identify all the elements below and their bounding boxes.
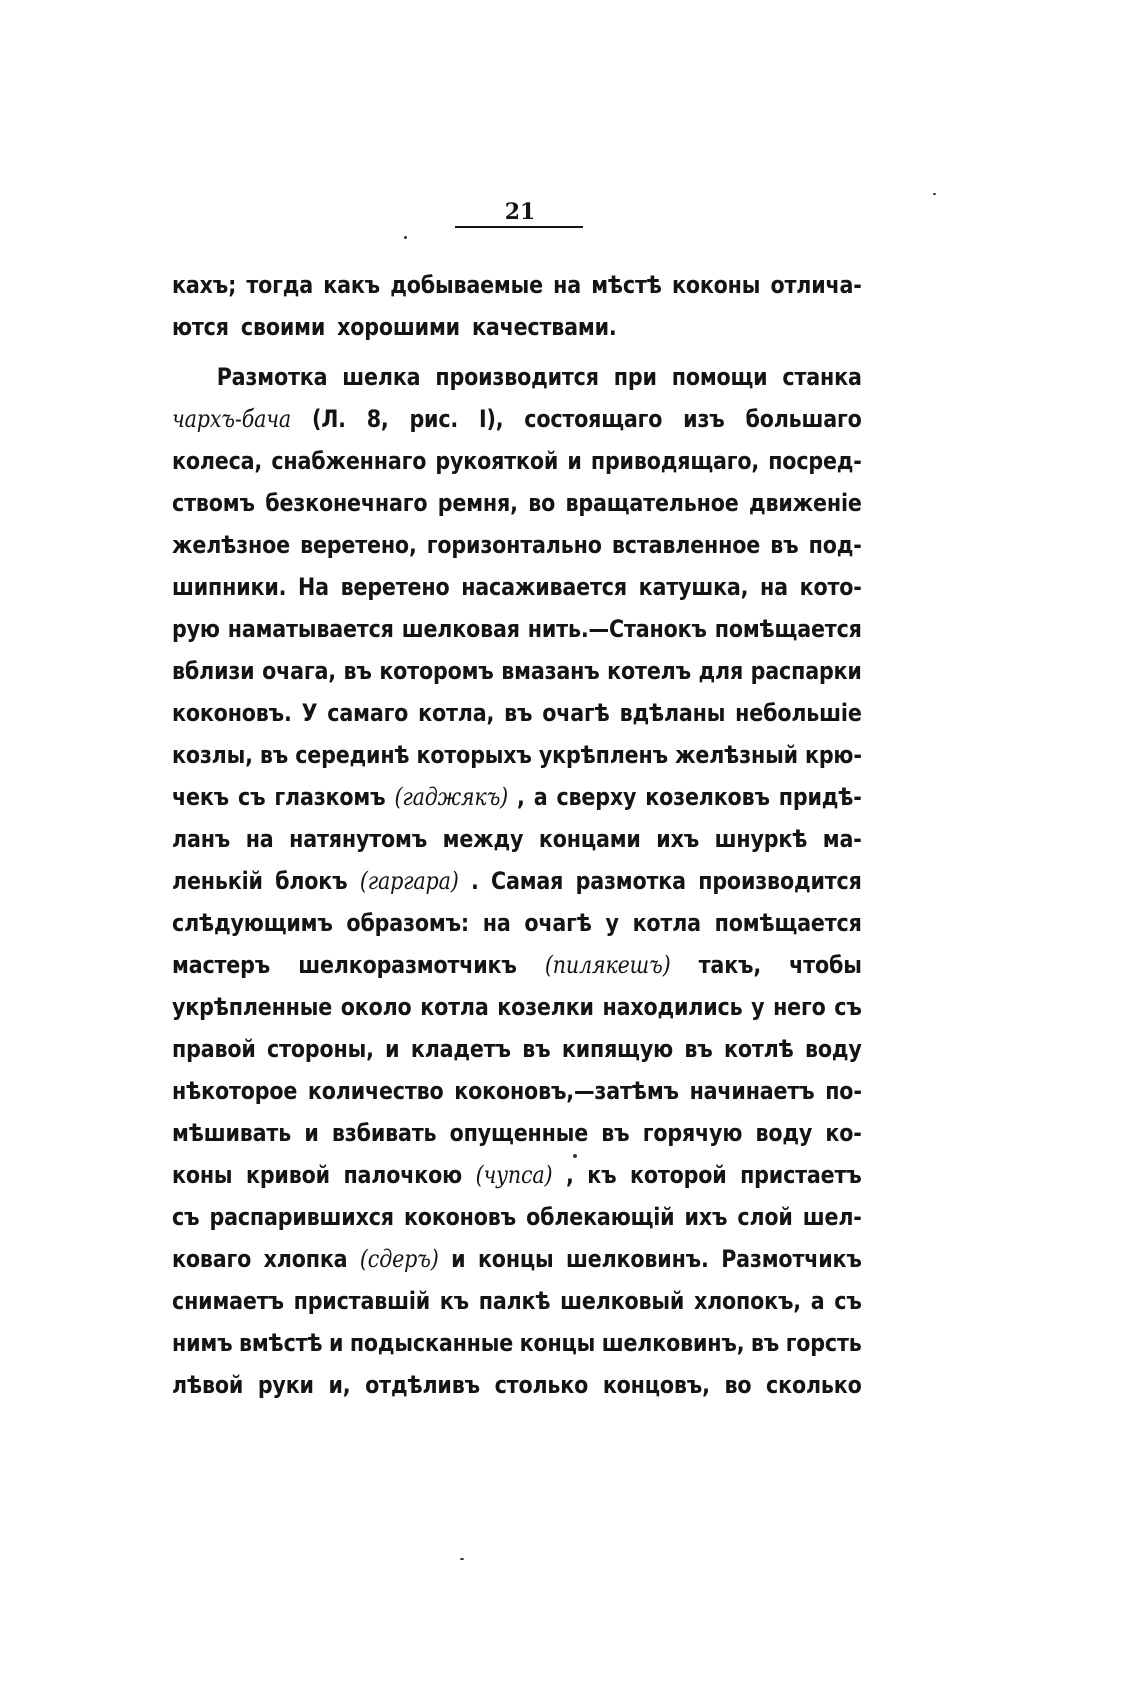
text-line xyxy=(172,860,862,902)
word: палкѣ xyxy=(478,1287,551,1315)
word: правой xyxy=(172,1035,256,1063)
word: козелки xyxy=(497,993,594,1021)
word: станка xyxy=(782,363,862,391)
word: у xyxy=(605,909,619,937)
word: нѣкоторое xyxy=(172,1077,298,1105)
page-number: 21 xyxy=(504,199,536,225)
word: снабженнаго xyxy=(271,447,427,475)
word: состоящаго xyxy=(524,405,663,433)
word: въ xyxy=(601,1119,630,1147)
word: безконечнаго xyxy=(265,489,428,517)
word: пристаетъ xyxy=(740,1161,862,1189)
text-line xyxy=(172,650,862,692)
word: под- xyxy=(808,531,862,559)
word: производится xyxy=(698,867,862,895)
word: Самая xyxy=(490,867,564,895)
body-text xyxy=(172,264,862,1406)
text-line xyxy=(172,440,862,482)
word: ствомъ xyxy=(172,489,255,517)
word: вдѣланы xyxy=(619,699,726,727)
word: катушка, xyxy=(638,573,749,601)
word: на xyxy=(553,271,581,299)
word: натянутомъ xyxy=(289,825,428,853)
word: 8, xyxy=(366,405,389,433)
word: производится xyxy=(435,363,599,391)
word: какъ xyxy=(323,271,381,299)
word: распарки xyxy=(750,657,862,685)
word: которомъ xyxy=(379,657,494,685)
word: ремня, xyxy=(437,489,518,517)
word: руки xyxy=(257,1371,314,1399)
word: а xyxy=(533,783,548,811)
word: своими xyxy=(240,313,326,341)
page-header xyxy=(455,200,585,228)
word: котла xyxy=(420,993,489,1021)
text-line xyxy=(172,264,862,306)
word: I), xyxy=(478,405,504,433)
text-line xyxy=(172,1280,862,1322)
word: хлопокъ, xyxy=(693,1287,801,1315)
word: (Л. xyxy=(311,405,346,433)
word: котлѣ xyxy=(724,1035,794,1063)
word: движеніе xyxy=(748,489,862,517)
text-line xyxy=(172,482,862,524)
word: вмѣстѣ xyxy=(238,1329,323,1357)
text-line xyxy=(172,524,862,566)
word: ются xyxy=(172,313,229,341)
italic-term: (гаджякъ) xyxy=(394,783,509,811)
word: шелковая xyxy=(401,615,520,643)
word: вставленное xyxy=(611,531,761,559)
word: ма- xyxy=(822,825,862,853)
word: сколько xyxy=(766,1371,862,1399)
word: небольшіе xyxy=(735,699,862,727)
word: кладетъ xyxy=(410,1035,511,1063)
word: помѣщается xyxy=(714,909,862,937)
word: лѣвой xyxy=(172,1371,244,1399)
word: отлича- xyxy=(770,271,862,299)
word: въ xyxy=(504,699,533,727)
word: шнуркѣ xyxy=(714,825,808,853)
word: очагѣ xyxy=(524,909,592,937)
word: при xyxy=(613,363,657,391)
word: такъ, xyxy=(698,951,762,979)
word: вращательное xyxy=(565,489,739,517)
word: насаживается xyxy=(461,573,627,601)
text-line xyxy=(172,1070,862,1112)
word: столько xyxy=(494,1371,589,1399)
word: помѣщается xyxy=(714,615,862,643)
scan-speck xyxy=(573,1154,577,1158)
word: коконовъ,—затѣмъ xyxy=(454,1077,679,1105)
word: сверху xyxy=(556,783,637,811)
word: посред- xyxy=(768,447,862,475)
word: колеса, xyxy=(172,447,263,475)
word: , xyxy=(517,783,525,811)
word: шелковинъ, xyxy=(601,1329,745,1357)
word: и, xyxy=(328,1371,351,1399)
scan-speck xyxy=(404,236,407,239)
word: козелковъ xyxy=(645,783,770,811)
word: мѣшивать xyxy=(172,1119,292,1147)
text-line xyxy=(172,692,862,734)
word: желѣзный xyxy=(675,741,798,769)
text-line xyxy=(172,1196,862,1238)
word: которыхъ xyxy=(416,741,532,769)
word: и xyxy=(328,1329,344,1357)
word: чекъ xyxy=(172,783,230,811)
word: коны xyxy=(172,1161,233,1189)
text-line xyxy=(172,1154,862,1196)
word: котла xyxy=(632,909,701,937)
word: для xyxy=(698,657,744,685)
word: кахъ; xyxy=(172,271,237,299)
italic-term: (чупса) xyxy=(475,1161,553,1189)
word: слой xyxy=(737,1203,793,1231)
word: шелкоразмотчикъ xyxy=(298,951,517,979)
word: глазкомъ xyxy=(274,783,386,811)
word: палочкою xyxy=(343,1161,463,1189)
word: рис. xyxy=(409,405,459,433)
word: котелъ xyxy=(607,657,691,685)
word: хлопка xyxy=(263,1245,348,1273)
text-line xyxy=(172,734,862,776)
word: и xyxy=(451,1245,466,1273)
word: снимаетъ xyxy=(172,1287,284,1315)
word: концы xyxy=(519,1329,596,1357)
text-line xyxy=(172,356,862,398)
word: коваго xyxy=(172,1245,252,1273)
text-line xyxy=(172,776,862,818)
text-line xyxy=(172,1028,862,1070)
word: хорошими xyxy=(337,313,460,341)
word: у xyxy=(751,993,765,1021)
word: наматывается xyxy=(227,615,394,643)
text-line xyxy=(172,566,862,608)
word: стороны, xyxy=(267,1035,374,1063)
word: укрѣпленные xyxy=(172,993,333,1021)
word: взбивать xyxy=(331,1119,437,1147)
word: подысканные xyxy=(349,1329,514,1357)
word: большаго xyxy=(745,405,862,433)
word: во xyxy=(724,1371,752,1399)
word: котла, xyxy=(418,699,495,727)
scan-speck xyxy=(933,193,936,195)
word: приводящаго, xyxy=(590,447,760,475)
italic-term: чархъ-бача xyxy=(172,405,292,433)
word: шелковый xyxy=(560,1287,685,1315)
word: облекающій xyxy=(526,1203,675,1231)
word: чтобы xyxy=(789,951,862,979)
word: , xyxy=(566,1161,574,1189)
word: и xyxy=(385,1035,400,1063)
word: въ xyxy=(259,741,289,769)
word: качествами. xyxy=(471,313,617,341)
word: по- xyxy=(825,1077,862,1105)
text-line xyxy=(172,1322,862,1364)
word: на xyxy=(482,909,511,937)
word: На xyxy=(298,573,329,601)
text-line xyxy=(172,1238,862,1280)
text-line xyxy=(172,902,862,944)
word: ихъ xyxy=(684,1203,728,1231)
word: самаго xyxy=(327,699,409,727)
text-line xyxy=(172,818,862,860)
text-line xyxy=(172,306,862,348)
word: и xyxy=(567,447,582,475)
word: съ xyxy=(834,993,862,1021)
text-line xyxy=(172,1364,862,1406)
word: образомъ: xyxy=(346,909,469,937)
word: концовъ, xyxy=(602,1371,710,1399)
word: съ xyxy=(834,1287,862,1315)
text-line xyxy=(172,1112,862,1154)
word: шелка xyxy=(342,363,421,391)
word: рукояткой xyxy=(435,447,559,475)
word: отдѣливъ xyxy=(365,1371,480,1399)
word: концами xyxy=(538,825,641,853)
italic-term: (пилякешъ) xyxy=(544,951,671,979)
word: кипящую xyxy=(561,1035,674,1063)
word: между xyxy=(442,825,524,853)
word: шел- xyxy=(802,1203,862,1231)
word: ко- xyxy=(825,1119,862,1147)
word: помощи xyxy=(671,363,768,391)
word: шелковинъ. xyxy=(566,1245,709,1273)
word: ланъ xyxy=(172,825,231,853)
word: находились xyxy=(602,993,743,1021)
word: размотка xyxy=(575,867,686,895)
word: къ xyxy=(439,1287,469,1315)
word: концы xyxy=(477,1245,554,1273)
word: горизонтально xyxy=(426,531,602,559)
word: серединѣ xyxy=(295,741,410,769)
word: нимъ xyxy=(172,1329,233,1357)
word: очагѣ xyxy=(542,699,610,727)
text-line xyxy=(172,986,862,1028)
word: опущенные xyxy=(449,1119,589,1147)
word: около xyxy=(340,993,412,1021)
word: нить.—Станокъ xyxy=(527,615,707,643)
word: желѣзное xyxy=(172,531,290,559)
word: ихъ xyxy=(656,825,700,853)
word: которой xyxy=(629,1161,727,1189)
word: него xyxy=(773,993,826,1021)
word: коконы xyxy=(671,271,761,299)
italic-term: (сдеръ) xyxy=(359,1245,439,1273)
word: и xyxy=(304,1119,319,1147)
word: . xyxy=(470,867,479,895)
word: веретено xyxy=(340,573,450,601)
word: добываемые xyxy=(390,271,543,299)
word: вмазанъ xyxy=(501,657,600,685)
word: слѣдующимъ xyxy=(172,909,333,937)
word: очага, xyxy=(262,657,336,685)
word: укрѣпленъ xyxy=(538,741,668,769)
word: начинаетъ xyxy=(689,1077,815,1105)
word: воду xyxy=(805,1035,862,1063)
word: коконовъ xyxy=(403,1203,516,1231)
word: воду xyxy=(755,1119,813,1147)
word: количество xyxy=(307,1077,444,1105)
word: тогда xyxy=(246,271,314,299)
word: на xyxy=(245,825,274,853)
word: крю- xyxy=(804,741,862,769)
text-line xyxy=(172,944,862,986)
word: съ xyxy=(172,1203,200,1231)
word: мѣстѣ xyxy=(591,271,662,299)
word: въ xyxy=(770,531,799,559)
text-line xyxy=(172,608,862,650)
word: козлы, xyxy=(172,741,253,769)
word: веретено, xyxy=(300,531,417,559)
word: на xyxy=(760,573,788,601)
word: а xyxy=(810,1287,825,1315)
italic-term: (гаргара) xyxy=(359,867,459,895)
word: къ xyxy=(587,1161,617,1189)
word: во xyxy=(528,489,556,517)
word: придѣ- xyxy=(778,783,862,811)
word: рую xyxy=(172,615,220,643)
word: кото- xyxy=(799,573,862,601)
word: приставшій xyxy=(293,1287,431,1315)
word: блокъ xyxy=(275,867,348,895)
word: распарившихся xyxy=(209,1203,394,1231)
word: вблизи xyxy=(172,657,255,685)
scan-speck xyxy=(460,1558,464,1560)
word: ленькій xyxy=(172,867,263,895)
word: Размотка xyxy=(216,363,328,391)
word: кривой xyxy=(245,1161,330,1189)
word: Размотчикъ xyxy=(721,1245,862,1273)
word: коконовъ. xyxy=(172,699,292,727)
word: изъ xyxy=(683,405,725,433)
word: въ xyxy=(343,657,372,685)
word: горсть xyxy=(785,1329,862,1357)
word: въ xyxy=(684,1035,713,1063)
word: мастеръ xyxy=(172,951,271,979)
header-rule xyxy=(455,226,583,228)
word: горячую xyxy=(642,1119,743,1147)
word: У xyxy=(301,699,318,727)
word: въ xyxy=(750,1329,780,1357)
text-line xyxy=(172,398,862,440)
word: съ xyxy=(238,783,266,811)
word: шипники. xyxy=(172,573,287,601)
word: въ xyxy=(522,1035,551,1063)
